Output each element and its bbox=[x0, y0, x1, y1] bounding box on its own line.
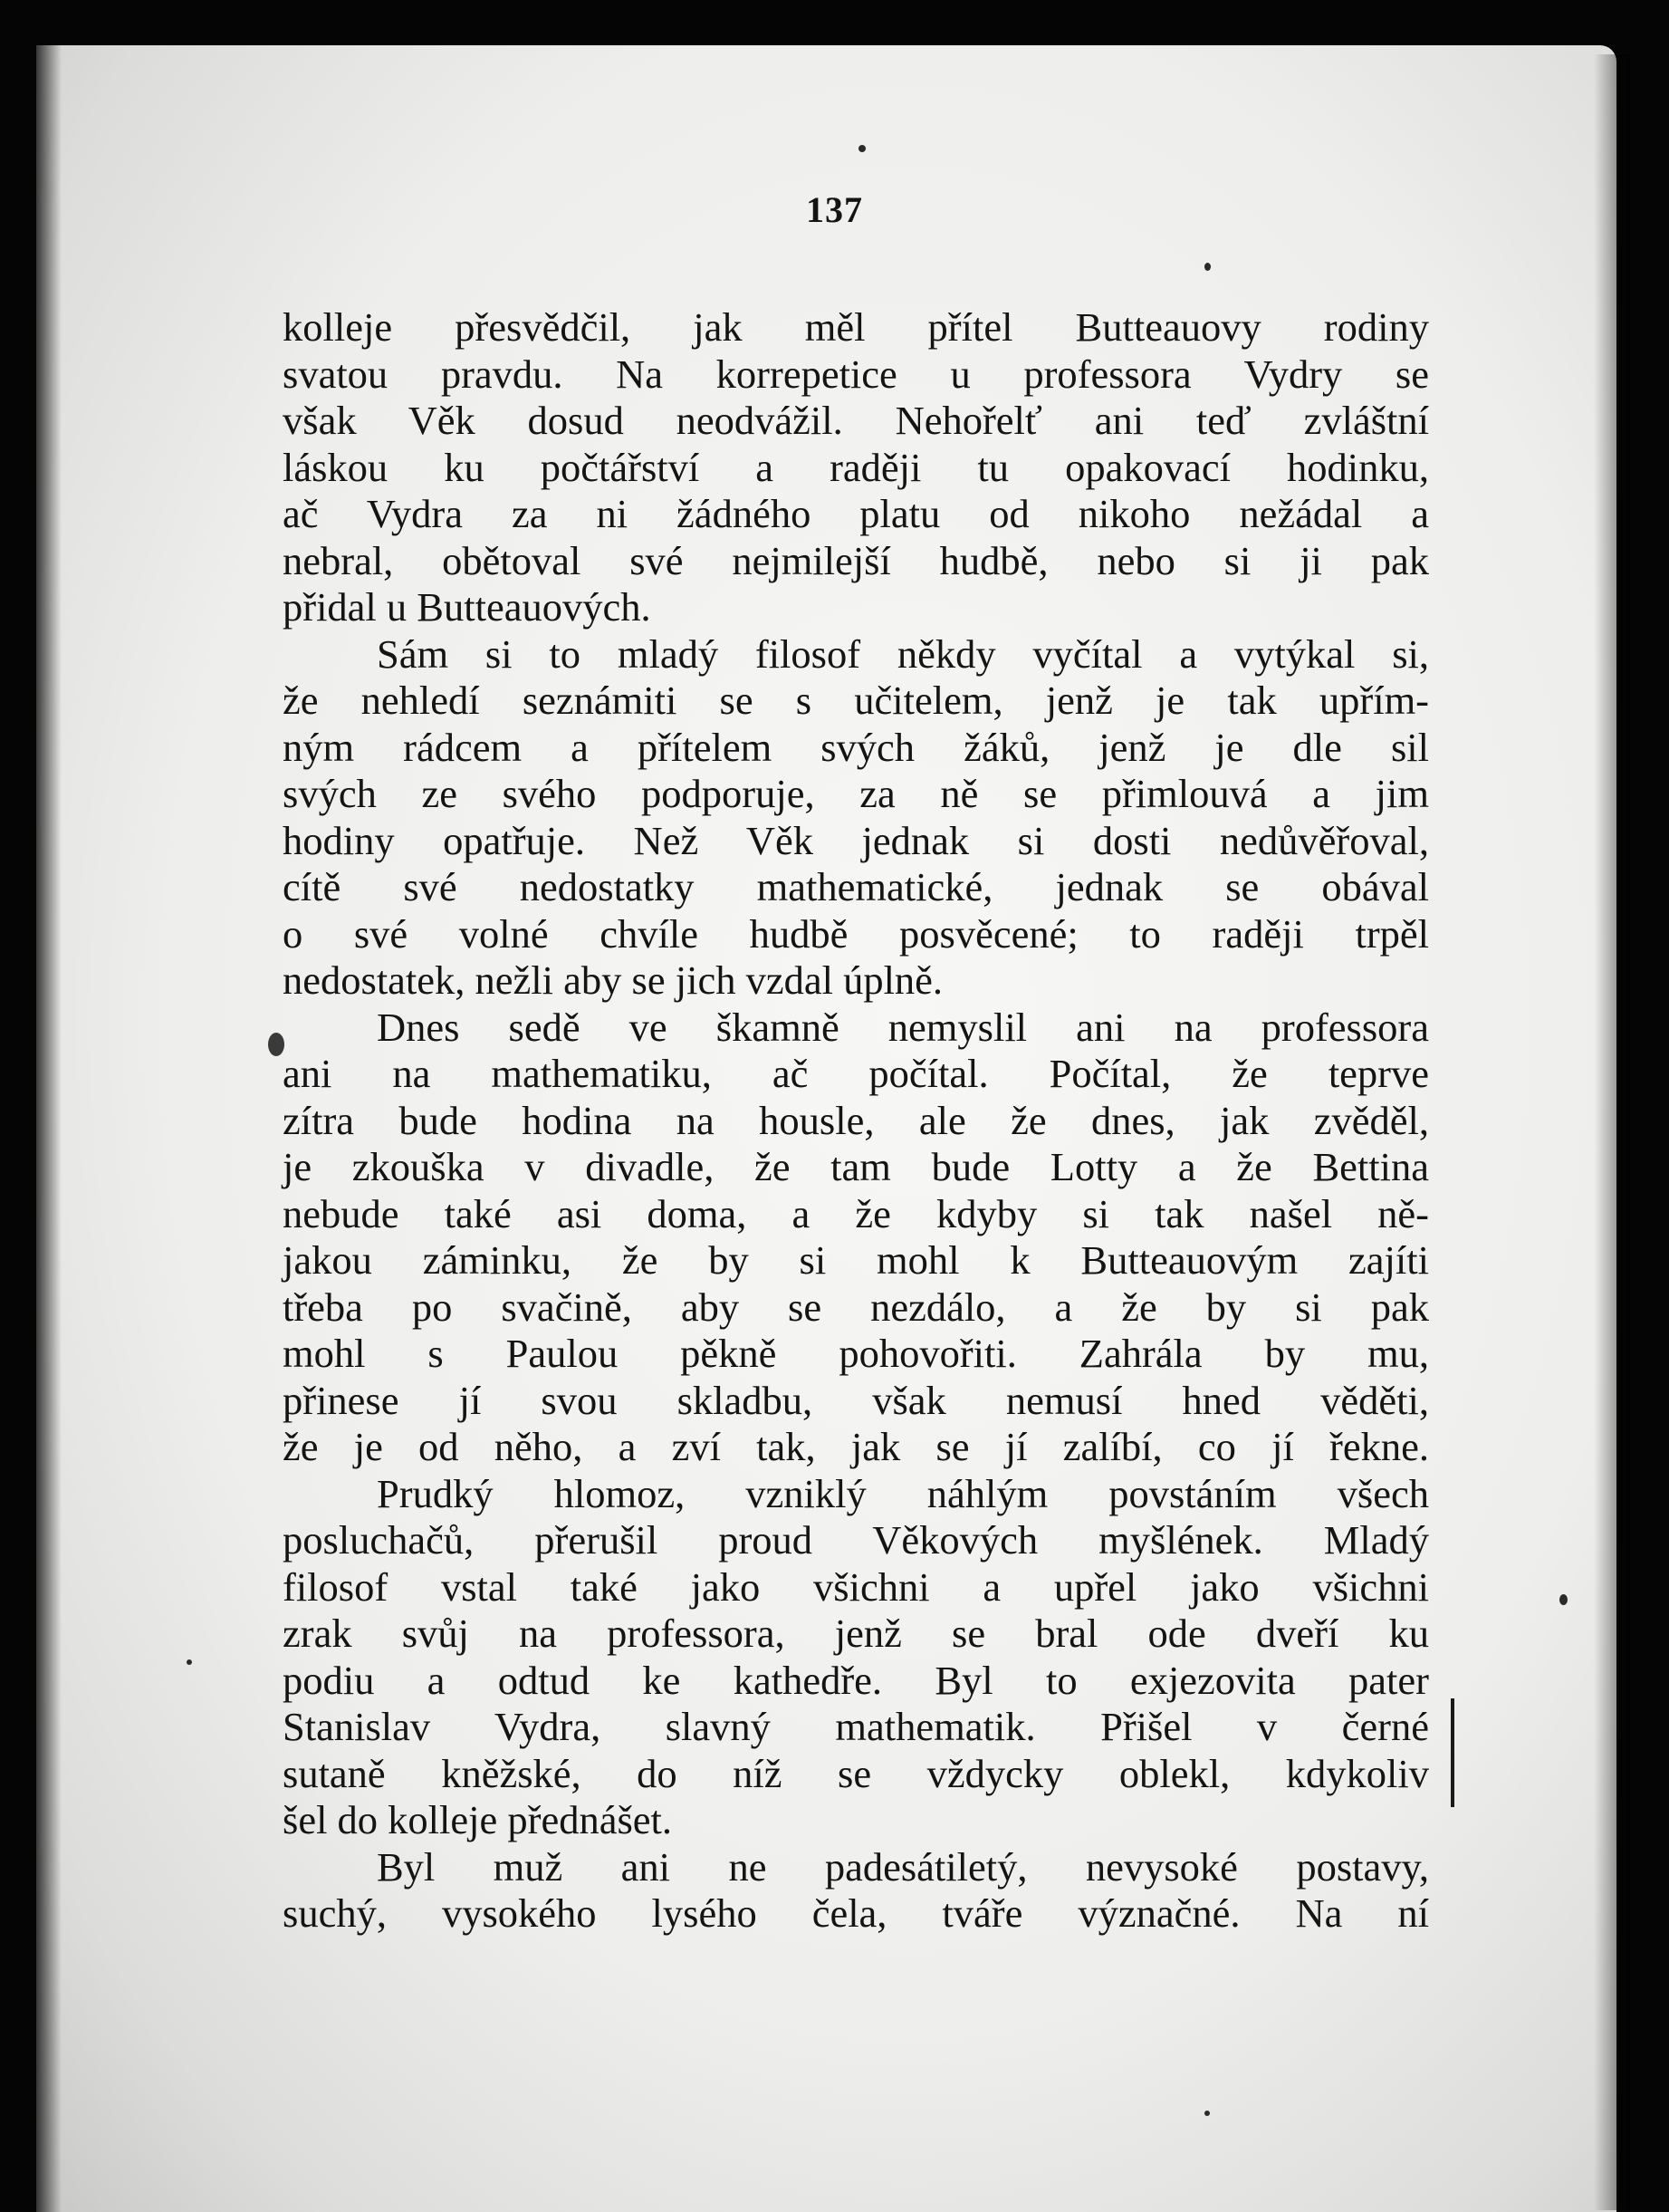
ink-speck bbox=[1204, 2111, 1210, 2116]
text-line: kolleje přesvědčil, jak měl přítel Butteauovy rodiny bbox=[283, 304, 1429, 350]
text-line: ným rádcem a přítelem svých žáků, jenž je dle sil bbox=[283, 724, 1429, 770]
text-line: třeba po svačině, aby se nezdálo, a že by si pak bbox=[283, 1284, 1429, 1330]
text-line: nedostatek, nežli aby se jich vzdal úplně. bbox=[283, 957, 944, 1003]
text-line: přinese jí svou skladbu, však nemusí hned věděti, bbox=[283, 1377, 1429, 1423]
text-line: sutaně kněžské, do níž se vždycky oblekl, kdykoliv bbox=[283, 1750, 1429, 1796]
text-line: šel do kolleje přednášet. bbox=[283, 1797, 673, 1842]
binding-shadow bbox=[36, 45, 62, 2212]
text-line: svých ze svého podporuje, za ně se přimlouvá a jim bbox=[283, 771, 1429, 816]
text-line: filosof vstal také jako všichni a upřel jako všichni bbox=[283, 1563, 1429, 1610]
body-text bbox=[283, 304, 1429, 1938]
margin-mark bbox=[1451, 1698, 1454, 1807]
ink-speck bbox=[187, 1659, 192, 1665]
text-line: Stanislav Vydra, slavný mathematik. Přišel v černé bbox=[283, 1704, 1429, 1749]
text-line: Byl muž ani ne padesátiletý, nevysoké postavy, bbox=[377, 1843, 1429, 1890]
text-line: cítě své nedostatky mathematické, jednak se obával bbox=[283, 864, 1429, 909]
page-number: 137 bbox=[806, 189, 863, 230]
text-line: jakou záminku, že by si mohl k Butteauovým zajíti bbox=[283, 1237, 1429, 1283]
ink-speck bbox=[858, 145, 866, 152]
text-line: podiu a odtud ke kathedře. Byl to exjezovita pater bbox=[283, 1657, 1429, 1703]
text-line: Prudký hlomoz, vzniklý náhlým povstáním všech bbox=[377, 1470, 1429, 1516]
text-line: zrak svůj na professora, jenž se bral ode dveří ku bbox=[283, 1611, 1429, 1656]
text-line: mohl s Paulou pěkně pohovořiti. Zahrála by mu, bbox=[283, 1331, 1429, 1376]
text-line: nebude také asi doma, a že kdyby si tak našel ně- bbox=[283, 1190, 1429, 1236]
text-line: přidal u Butteauových. bbox=[283, 584, 651, 630]
text-line: hodiny opatřuje. Než Věk jednak si dosti nedůvěřoval, bbox=[283, 817, 1429, 863]
ink-speck bbox=[1204, 263, 1211, 271]
text-line: Sám si to mladý filosof někdy vyčítal a vytýkal si, bbox=[377, 630, 1429, 677]
text-line: ač Vydra za ni žádného platu od nikoho nežádal a bbox=[283, 491, 1429, 536]
text-line: posluchačů, přerušil proud Věkových myšlének. Mladý bbox=[283, 1517, 1429, 1563]
text-line: že je od něho, a zví tak, jak se jí zalíbí, co jí řekne. bbox=[283, 1424, 1429, 1469]
text-line: že nehledí seznámiti se s učitelem, jenž je tak upřím- bbox=[283, 678, 1429, 723]
ink-speck bbox=[1559, 1594, 1568, 1605]
text-line: o své volné chvíle hudbě posvěcené; to raději trpěl bbox=[283, 910, 1429, 957]
text-line: ani na mathematiku, ač počítal. Počítal, že teprve bbox=[283, 1051, 1429, 1096]
text-line: však Věk dosud neodvážil. Nehořelť ani teď zvláštní bbox=[283, 398, 1429, 443]
text-line: Dnes sedě ve škamně nemyslil ani na professora bbox=[377, 1004, 1429, 1050]
text-line: svatou pravdu. Na korrepetice u professora Vydry se bbox=[283, 351, 1429, 397]
ink-speck bbox=[268, 1033, 284, 1056]
text-line: zítra bude hodina na housle, ale že dnes, jak zvěděl, bbox=[283, 1097, 1429, 1143]
page-edge-shadow bbox=[1594, 54, 1630, 2210]
text-line: suchý, vysokého lysého čela, tváře význačné. Na ní bbox=[283, 1890, 1429, 1936]
text-line: nebral, obětoval své nejmilejší hudbě, nebo si ji pak bbox=[283, 537, 1429, 583]
text-line: je zkouška v divadle, že tam bude Lotty a že Bettina bbox=[283, 1144, 1429, 1189]
text-line: láskou ku počtářství a raději tu opakovací hodinku, bbox=[283, 444, 1429, 490]
